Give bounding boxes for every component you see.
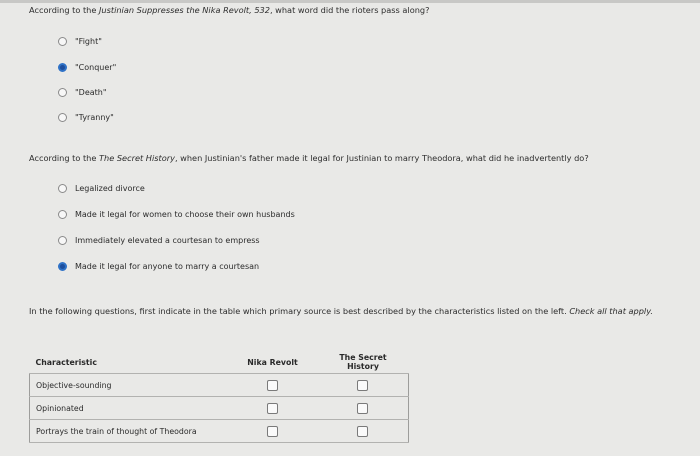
- row-label-text: Portrays the train of thought of Theodora: [36, 426, 197, 436]
- option-label: "Fight": [75, 37, 102, 46]
- question-1-option-conquer[interactable]: [58, 63, 116, 72]
- question-1-text-part-2: , what word did the rioters pass along?: [269, 5, 430, 15]
- question-1-title: Justinian Suppresses the Nika Revolt, 532: [99, 5, 270, 15]
- characteristics-table: [29, 351, 409, 443]
- table-question-text: [29, 302, 689, 320]
- radio-unselected-icon[interactable]: [58, 184, 67, 193]
- question-2-text-part-2: , when Justinian's father made it legal for Justinian to marry Theodora, what did he inadvertently do?: [174, 153, 589, 163]
- secret-history-cell: [318, 397, 409, 420]
- top-divider: [0, 0, 700, 3]
- nika-revolt-cell: [228, 397, 318, 420]
- radio-unselected-icon[interactable]: [58, 236, 67, 245]
- question-1-text-part-1: According to the: [29, 5, 100, 15]
- secret-history-cell: [318, 420, 409, 443]
- row-label: [30, 374, 228, 397]
- header-secret-history: The Secret History: [318, 351, 409, 374]
- nika-revolt-cell: [228, 420, 318, 443]
- row-label-text: Objective-sounding: [36, 380, 112, 390]
- option-label: Made it legal for anyone to marry a courtesan: [75, 262, 260, 271]
- secret-history-cell: [318, 374, 409, 397]
- radio-unselected-icon[interactable]: [58, 88, 67, 97]
- option-label: "Death": [75, 88, 107, 97]
- question-2-text: [29, 152, 689, 164]
- checkbox[interactable]: [357, 380, 368, 391]
- question-2-option-3[interactable]: [58, 236, 260, 245]
- option-label: "Conquer": [75, 63, 117, 72]
- table-row: [30, 374, 409, 397]
- radio-selected-icon[interactable]: [58, 262, 67, 271]
- question-1-option-tyranny[interactable]: [58, 113, 114, 122]
- radio-unselected-icon[interactable]: [58, 113, 67, 122]
- question-2-option-1[interactable]: [58, 184, 145, 193]
- table-row: [30, 420, 409, 443]
- checkbox[interactable]: [357, 403, 368, 414]
- checkbox[interactable]: [357, 426, 368, 437]
- row-label: [30, 397, 228, 420]
- option-label: "Tyranny": [75, 113, 114, 122]
- question-1-option-death[interactable]: [58, 88, 107, 97]
- option-label: Immediately elevated a courtesan to empress: [75, 236, 260, 245]
- table-header-row: [30, 351, 409, 374]
- checkbox[interactable]: [267, 380, 278, 391]
- header-nika-revolt: Nika Revolt: [228, 351, 318, 374]
- checkbox[interactable]: [267, 403, 278, 414]
- radio-unselected-icon[interactable]: [58, 37, 67, 46]
- radio-unselected-icon[interactable]: [58, 210, 67, 219]
- radio-selected-icon[interactable]: [58, 63, 67, 72]
- option-label: Legalized divorce: [75, 184, 145, 193]
- question-2-text-part-1: According to the: [29, 153, 100, 163]
- row-label: [30, 420, 228, 443]
- question-1-option-fight[interactable]: [58, 37, 102, 46]
- question-2-option-4[interactable]: [58, 262, 259, 271]
- question-2-title: The Secret History: [99, 153, 175, 163]
- table-row: [30, 397, 409, 420]
- question-2-option-2[interactable]: [58, 210, 295, 219]
- table-question-body: In the following questions, first indicate in the table which primary source is best described by the characteristics listed on the left.: [29, 306, 570, 316]
- checkbox[interactable]: [267, 426, 278, 437]
- row-label-text: Opinionated: [36, 403, 84, 413]
- table-question-emphasis: Check all that apply.: [569, 306, 654, 316]
- question-1-text: [29, 4, 689, 16]
- header-characteristic: Characteristic: [30, 351, 228, 374]
- nika-revolt-cell: [228, 374, 318, 397]
- option-label: Made it legal for women to choose their own husbands: [75, 210, 295, 219]
